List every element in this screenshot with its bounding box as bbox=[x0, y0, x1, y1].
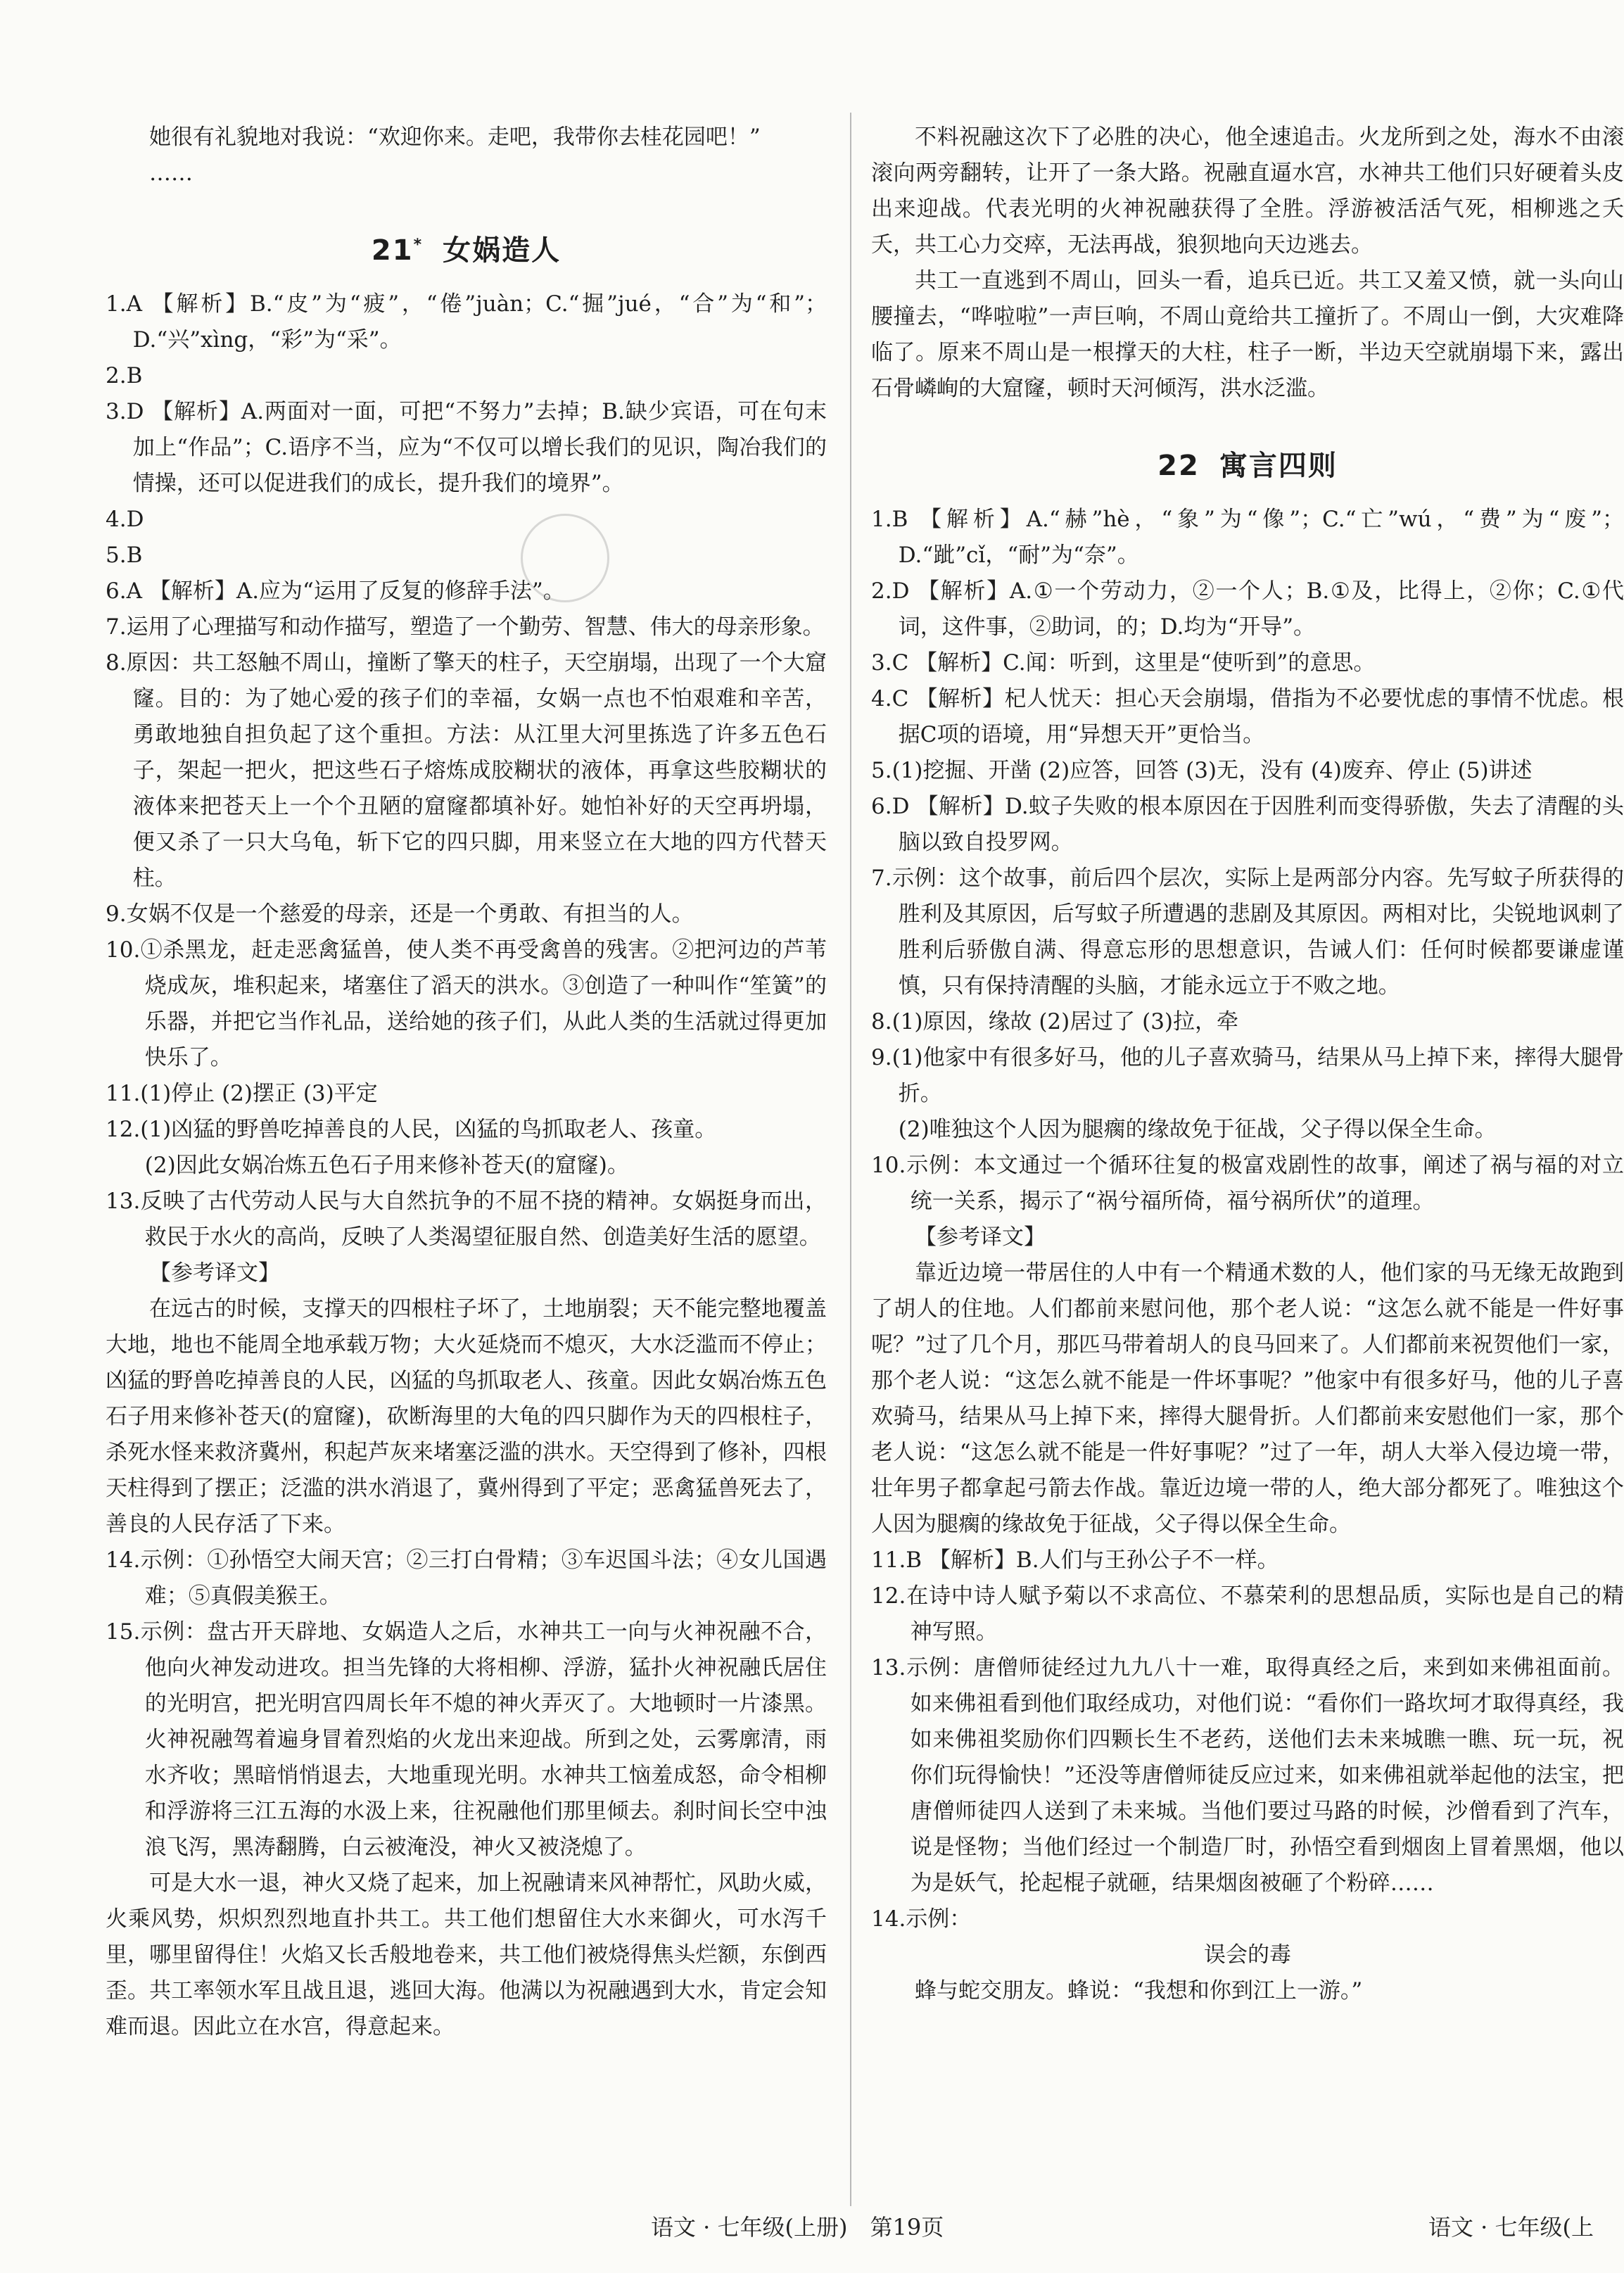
answer-item: 12.在诗中诗人赋予菊以不求高位、不慕荣利的思想品质，实际也是自己的精神写照。 bbox=[871, 1583, 1624, 1645]
reference-translation: 在远古的时候，支撑天的四根柱子坏了，土地崩裂；天不能完整地覆盖大地，地也不能周全地承载万物；大火延烧而不熄灭，大水泛滥而不停止；凶猛的野兽吃掉善良的人民，凶猛的鸟抓取老人、孩童。因此女娲冶炼五色石子用来修补苍天(的窟窿)，砍断海里的大龟的四只脚作为天的四根柱子，杀死水怪来救济冀州，积起芦灰来堵塞泛滥的洪水。天空得到了修补，四根天柱得到了摆正；泛滥的洪水消退了，冀州得到了平定；恶禽猛兽死去了，善良的人民存活了下来。 bbox=[106, 1296, 827, 1537]
answer-item: 9.女娲不仅是一个慈爱的母亲，还是一个勇敢、有担当的人。 bbox=[106, 901, 694, 927]
reference-translation: 靠近边境一带居住的人中有一个精通术数的人，他们家的马无缘无故跑到了胡人的住地。人们都前来慰问他，那个老人说：“这怎么就不能是一件好事呢？”过了几个月，那匹马带着胡人的良马回来了。人们都前来祝贺他们一家，那个老人说：“这怎么就不能是一件坏事呢？”他家中有很多好马，他的儿子喜欢骑马，结果从马上掉下来，摔得大腿骨折。人们都前来安慰他们一家，那个老人说：“这怎么就不能是一件好事呢？”过了一年，胡人大举入侵边境一带，壮年男子都拿起弓箭去作战。靠近边境一带的人，绝大部分都死了。唯独这个人因为腿瘸的缘故免于征战，父子得以保全生命。 bbox=[871, 1260, 1624, 1537]
answer-item: 6.A 【解析】A.应为“运用了反复的修辞手法”。 bbox=[106, 578, 565, 604]
answer-item: (2)因此女娲冶炼五色石子用来修补苍天(的窟窿)。 bbox=[144, 1153, 629, 1178]
answer-item: 1.B 【解析】A.“赫”hè，“象”为“像”；C.“亡”wú，“费”为“废”；D.“跐”cǐ，“耐”为“奈”。 bbox=[871, 507, 1624, 568]
answer-item: 10.示例：本文通过一个循环往复的极富戏剧性的故事，阐述了祸与福的对立统一关系，揭示了“祸兮福所倚，福兮祸所伏”的道理。 bbox=[871, 1153, 1624, 1214]
answer-item: 14.示例：①孙悟空大闹天宫；②三打白骨精；③车迟国斗法；④女儿国遇难；⑤真假美猴王。 bbox=[106, 1547, 827, 1609]
answer-item: 15.示例：盘古开天辟地、女娲造人之后，水神共工一向与火神祝融不合，他向火神发动进攻。担当先锋的大将相柳、浮游，猛扑火神祝融氏居住的光明宫，把光明宫四周长年不熄的神火弄灭了。大地顿时一片漆黑。火神祝融驾着遍身冒着烈焰的火龙出来迎战。所到之处，云雾廓清，雨水齐收；黑暗悄悄退去，大地重现光明。水神共工恼羞成怒，命令相柳和浮游将三江五海的水汲上来，往祝融他们那里倾去。刹时间长空中浊浪飞泻，黑涛翻腾，白云被淹没，神火又被浇熄了。 bbox=[106, 1619, 827, 1860]
intro-paragraph: 她很有礼貌地对我说：“欢迎你来。走吧，我带你去桂花园吧！” bbox=[149, 125, 761, 150]
answer-item: 1.A 【解析】B.“皮”为“疲”，“倦”juàn；C.“掘”jué，“合”为“和”；D.“兴”xìng，“彩”为“采”。 bbox=[106, 291, 827, 353]
left-column bbox=[106, 120, 827, 2045]
section-title-22 bbox=[871, 443, 1624, 483]
answer-item: 8.(1)原因，缘故 (2)居过了 (3)拉，牵 bbox=[871, 1009, 1239, 1034]
answer-item: 7.示例：这个故事，前后四个层次，实际上是两部分内容。先写蚊子所获得的胜利及其原因，后写蚊子所遭遇的悲剧及其原因。两相对比，尖锐地讽刺了胜利后骄傲自满、得意忘形的思想意识，告诫人们：任何时候都要谦虚谨慎，只有保持清醒的头脑，才能永远立于不败之地。 bbox=[871, 866, 1624, 999]
answer-item: 2.D 【解析】A.①一个劳动力，②一个人；B.①及，比得上，②你；C.①代词，这件事，②助词，的；D.均为“开导”。 bbox=[871, 578, 1624, 640]
page-footer-left: 语文 · 七年级(上册) 第19页 bbox=[651, 2214, 944, 2241]
answer-item: 4.D bbox=[106, 507, 144, 532]
intro-ellipsis: …… bbox=[149, 160, 193, 186]
answer-item: 10.①杀黑龙，赶走恶禽猛兽，使人类不再受禽兽的残害。②把河边的芦苇烧成灰，堆积起来，堵塞住了滔天的洪水。③创造了一种叫作“笙簧”的乐器，并把它当作礼品，送给她的孩子们，从此人类的生活就过得更加快乐了。 bbox=[106, 937, 827, 1070]
section-number: 21* bbox=[371, 234, 424, 267]
reference-heading: 【参考译文】 bbox=[915, 1224, 1046, 1250]
section-title-text: 寓言四则 bbox=[1219, 450, 1338, 482]
answer-item: 13.示例：唐僧师徒经过九九八十一难，取得真经之后，来到如来佛祖面前。如来佛祖看到他们取经成功，对他们说：“看你们一路坎坷才取得真经，我如来佛祖奖励你们四颗长生不老药，送他们去未来城瞧一瞧、玩一玩，祝你们玩得愉快！”还没等唐僧师徒反应过来，如来佛祖就举起他的法宝，把唐僧师徒四人送到了未来城。当他们要过马路的时候，沙僧看到了汽车，说是怪物；当他们经过一个制造厂时，孙悟空看到烟囱上冒着黑烟，他以为是妖气，抡起棍子就砸，结果烟囱被砸了个粉碎…… bbox=[871, 1655, 1624, 1896]
answer-item: (2)唯独这个人因为腿瘸的缘故免于征战，父子得以保全生命。 bbox=[898, 1117, 1497, 1142]
page-footer-right: 语文 · 七年级(上 bbox=[1428, 2214, 1594, 2241]
answer-item: 9.(1)他家中有很多好马，他的儿子喜欢骑马，结果从马上掉下来，摔得大腿骨折。 bbox=[871, 1045, 1624, 1106]
right-column bbox=[871, 120, 1624, 2009]
answer-item: 3.D 【解析】A.两面对一面，可把“不努力”去掉；B.缺少宾语，可在句末加上“作品”；C.语序不当，应为“不仅可以增长我们的见识，陶冶我们的情操，还可以促进我们的成长，提升我们的境界”。 bbox=[106, 399, 827, 496]
poem-title: 误会的毒 bbox=[1204, 1942, 1291, 1968]
answer-item: 7.运用了心理描写和动作描写，塑造了一个勤劳、智慧、伟大的母亲形象。 bbox=[106, 614, 825, 640]
answer-item: 5.B bbox=[106, 543, 143, 568]
answer-item: 6.D 【解析】D.蚊子失败的根本原因在于因胜利而变得骄傲，失去了清醒的头脑以致自投罗网。 bbox=[871, 794, 1624, 855]
answer-item: 11.(1)停止 (2)摆正 (3)平定 bbox=[106, 1081, 378, 1106]
poem-line: 蜂与蛇交朋友。蜂说：“我想和你到江上一游。” bbox=[915, 1978, 1363, 2003]
section-number: 22 bbox=[1157, 450, 1200, 482]
answer-item: 4.C 【解析】杞人忧天：担心天会崩塌，借指为不必要忧虑的事情不忧虑。根据C项的语境，用“异想天开”更恰当。 bbox=[871, 686, 1624, 747]
answer-item: 3.C 【解析】C.闻：听到，这里是“使听到”的意思。 bbox=[871, 650, 1376, 676]
answer-item: 8.原因：共工怒触不周山，撞断了擎天的柱子，天空崩塌，出现了一个大窟窿。目的：为了她心爱的孩子们的幸福，女娲一点也不怕艰难和辛苦，勇敢地独自担负起了这个重担。方法：从江里大河里拣选了许多五色石子，架起一把火，把这些石子熔炼成胶糊状的液体，再拿这些胶糊状的液体来把苍天上一个个丑陋的窟窿都填补好。她怕补好的天空再坍塌，便又杀了一只大乌龟，斩下它的四只脚，用来竖立在大地的四方代替天柱。 bbox=[106, 650, 827, 891]
column-divider bbox=[850, 113, 851, 2206]
answer-item: 2.B bbox=[106, 363, 143, 388]
story-paragraph: 可是大水一退，神火又烧了起来，加上祝融请来风神帮忙，风助火威，火乘风势，炽炽烈烈地直扑共工。共工他们想留住大水来御火，可水泻千里，哪里留得住！火焰又长舌般地卷来，共工他们被烧得焦头烂额，东倒西歪。共工率领水军且战且退，逃回大海。他满以为祝融遇到大水，肯定会知难而退。因此立在水宫，得意起来。 bbox=[106, 1870, 827, 2039]
section-title-21 bbox=[106, 228, 827, 268]
answer-item: 11.B 【解析】B.人们与王孙公子不一样。 bbox=[871, 1547, 1279, 1573]
reference-heading: 【参考译文】 bbox=[149, 1260, 280, 1286]
answer-item: 12.(1)凶猛的野兽吃掉善良的人民，凶猛的鸟抓取老人、孩童。 bbox=[106, 1117, 717, 1142]
section-title-text: 女娲造人 bbox=[443, 234, 562, 267]
answer-item: 14.示例： bbox=[871, 1906, 972, 1932]
answer-item: 13.反映了古代劳动人民与大自然抗争的不屈不挠的精神。女娲挺身而出，救民于水火的高尚，反映了人类渴望征服自然、创造美好生活的愿望。 bbox=[106, 1189, 827, 1250]
story-paragraph: 不料祝融这次下了必胜的决心，他全速追击。火龙所到之处，海水不由滚滚向两旁翻转，让开了一条大路。祝融直逼水宫，水神共工他们只好硬着头皮出来迎战。代表光明的火神祝融获得了全胜。浮游被活活气死，相柳逃之夭夭，共工心力交瘁，无法再战，狼狈地向天边逃去。 bbox=[871, 125, 1624, 258]
story-paragraph: 共工一直逃到不周山，回头一看，追兵已近。共工又羞又愤，就一头向山腰撞去，“哗啦啦”一声巨响，不周山竟给共工撞折了。不周山一倒，大灾难降临了。原来不周山是一根撑天的大柱，柱子一断，半边天空就崩塌下来，露出石骨嶙峋的大窟窿，顿时天河倾泻，洪水泛滥。 bbox=[871, 268, 1624, 401]
answer-item: 5.(1)挖掘、开凿 (2)应答，回答 (3)无，没有 (4)废弃、停止 (5)讲述 bbox=[871, 758, 1533, 783]
